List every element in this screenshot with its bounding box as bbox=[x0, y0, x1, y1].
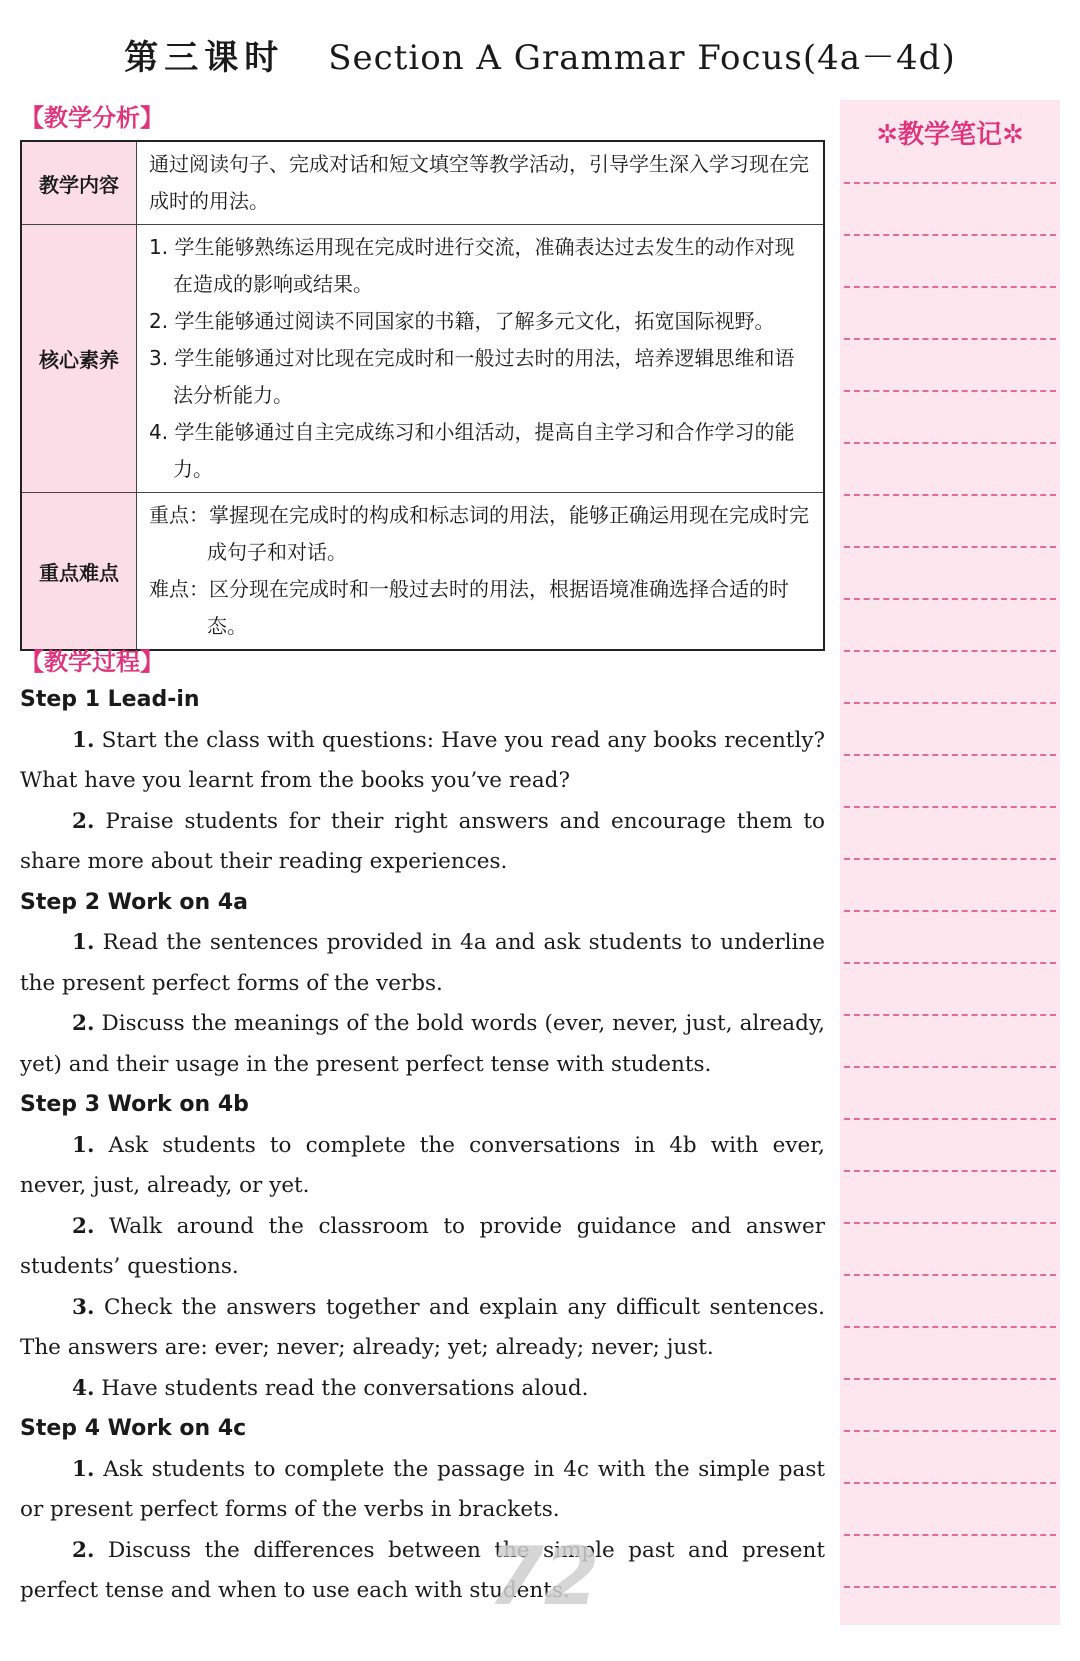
para-number: 4. bbox=[72, 1375, 95, 1401]
step-heading: Step 4 Work on 4c bbox=[20, 1416, 247, 1441]
note-line bbox=[844, 442, 1056, 444]
note-line bbox=[844, 546, 1056, 548]
content-item: 通过阅读句子、完成对话和短文填空等教学活动，引导学生深入学习现在完成时的用法。 bbox=[149, 152, 809, 213]
step-paragraph bbox=[20, 923, 825, 1004]
content-item: 1. 学生能够熟练运用现在完成时进行交流，准确表达过去发生的动作对现在造成的影响或结果。 bbox=[149, 235, 795, 296]
step-paragraph bbox=[20, 802, 825, 883]
step-paragraph bbox=[20, 1126, 825, 1207]
row-content bbox=[137, 493, 825, 651]
note-line bbox=[844, 1222, 1056, 1224]
para-text: Check the answers together and explain any difficult sentences. The answers are: ever; never; already; yet; already; never; just. bbox=[20, 1294, 825, 1360]
row-label: 核心素养 bbox=[21, 225, 137, 493]
note-line bbox=[844, 858, 1056, 860]
note-line bbox=[844, 1430, 1056, 1432]
teaching-analysis-heading: 【教学分析】 bbox=[20, 104, 164, 132]
content-item: 3. 学生能够通过对比现在完成时和一般过去时的用法，培养逻辑思维和语法分析能力。 bbox=[149, 346, 795, 407]
para-number: 1. bbox=[72, 727, 95, 753]
para-text: Start the class with questions: Have you read any books recently? What have you learnt from the books you’ve read? bbox=[20, 727, 825, 793]
note-line bbox=[844, 234, 1056, 236]
note-line bbox=[844, 494, 1056, 496]
step-heading: Step 2 Work on 4a bbox=[20, 889, 248, 915]
note-line bbox=[844, 650, 1056, 652]
note-line bbox=[844, 598, 1056, 600]
content-item: 4. 学生能够通过自主完成练习和小组活动，提高自主学习和合作学习的能力。 bbox=[149, 420, 795, 481]
content-item: 2. 学生能够通过阅读不同国家的书籍，了解多元文化，拓宽国际视野。 bbox=[149, 309, 775, 333]
para-text: Have students read the conversations aloud. bbox=[94, 1375, 589, 1401]
row-content bbox=[137, 225, 825, 493]
step-paragraph bbox=[20, 721, 825, 802]
note-line bbox=[844, 1170, 1056, 1172]
page-title bbox=[0, 30, 1080, 79]
lesson-number: 第三课时 bbox=[124, 38, 285, 78]
step-heading: Step 1 Lead-in bbox=[20, 687, 200, 712]
step-paragraph bbox=[20, 1369, 825, 1410]
step-paragraph bbox=[20, 1288, 825, 1369]
para-text: Praise students for their right answers and encourage them to share more about their reading experiences. bbox=[20, 808, 825, 874]
para-text: Ask students to complete the conversations in 4b with ever, never, just, already, or yet. bbox=[20, 1132, 825, 1198]
note-line bbox=[844, 1534, 1056, 1536]
step-paragraph bbox=[20, 1531, 825, 1612]
para-number: 3. bbox=[72, 1294, 95, 1320]
step-paragraph bbox=[20, 1450, 825, 1531]
note-line bbox=[844, 1326, 1056, 1328]
row-label: 重点难点 bbox=[21, 493, 137, 651]
note-line bbox=[844, 286, 1056, 288]
teaching-process bbox=[20, 680, 825, 1612]
para-number: 1. bbox=[72, 1132, 95, 1158]
note-line bbox=[844, 182, 1056, 184]
note-line bbox=[844, 910, 1056, 912]
para-text: Walk around the classroom to provide guidance and answer students’ questions. bbox=[20, 1213, 825, 1279]
note-line bbox=[844, 1586, 1056, 1588]
para-text: Read the sentences provided in 4a and ask students to underline the present perfect forms of the verbs. bbox=[20, 930, 825, 996]
para-text: Discuss the differences between the simple past and present perfect tense and when to use each with students. bbox=[20, 1537, 825, 1603]
para-text: Discuss the meanings of the bold words (ever, never, just, already, yet) and their usage in the present perfect tense with students. bbox=[20, 1011, 825, 1077]
row-label: 教学内容 bbox=[21, 141, 137, 225]
content-item: 难点：区分现在完成时和一般过去时的用法，根据语境准确选择合适的时态。 bbox=[149, 577, 789, 638]
note-line bbox=[844, 1482, 1056, 1484]
note-line bbox=[844, 390, 1056, 392]
note-line bbox=[844, 1014, 1056, 1016]
para-number: 1. bbox=[72, 930, 95, 955]
note-line bbox=[844, 702, 1056, 704]
row-content bbox=[137, 141, 825, 225]
note-line bbox=[844, 962, 1056, 964]
note-line bbox=[844, 1274, 1056, 1276]
para-text: Ask students to complete the passage in 4c with the simple past or present perfect forms of the verbs in brackets. bbox=[20, 1456, 825, 1522]
teaching-analysis-table bbox=[20, 140, 825, 651]
teaching-notes-title: ✲教学笔记✲ bbox=[876, 120, 1024, 150]
note-line bbox=[844, 754, 1056, 756]
table-row bbox=[21, 225, 824, 493]
para-number: 1. bbox=[72, 1456, 95, 1482]
para-number: 2. bbox=[72, 808, 95, 834]
para-number: 2. bbox=[72, 1011, 95, 1036]
content-item: 重点：掌握现在完成时的构成和标志词的用法，能够正确运用现在完成时完成句子和对话。 bbox=[149, 503, 809, 564]
note-line bbox=[844, 1066, 1056, 1068]
note-line bbox=[844, 1378, 1056, 1380]
table-row bbox=[21, 141, 824, 225]
teaching-process-heading: 【教学过程】 bbox=[20, 648, 164, 676]
note-line bbox=[844, 806, 1056, 808]
page-number: 72 bbox=[488, 1530, 600, 1623]
note-line bbox=[844, 338, 1056, 340]
section-title: Section A Grammar Focus(4a－4d) bbox=[328, 38, 956, 78]
table-row bbox=[21, 493, 824, 651]
step-paragraph bbox=[20, 1004, 825, 1085]
step-paragraph bbox=[20, 1207, 825, 1288]
step-heading: Step 3 Work on 4b bbox=[20, 1092, 249, 1117]
para-number: 2. bbox=[72, 1213, 95, 1239]
para-number: 2. bbox=[72, 1537, 95, 1563]
teaching-notes-panel bbox=[840, 100, 1060, 1625]
note-line bbox=[844, 1118, 1056, 1120]
